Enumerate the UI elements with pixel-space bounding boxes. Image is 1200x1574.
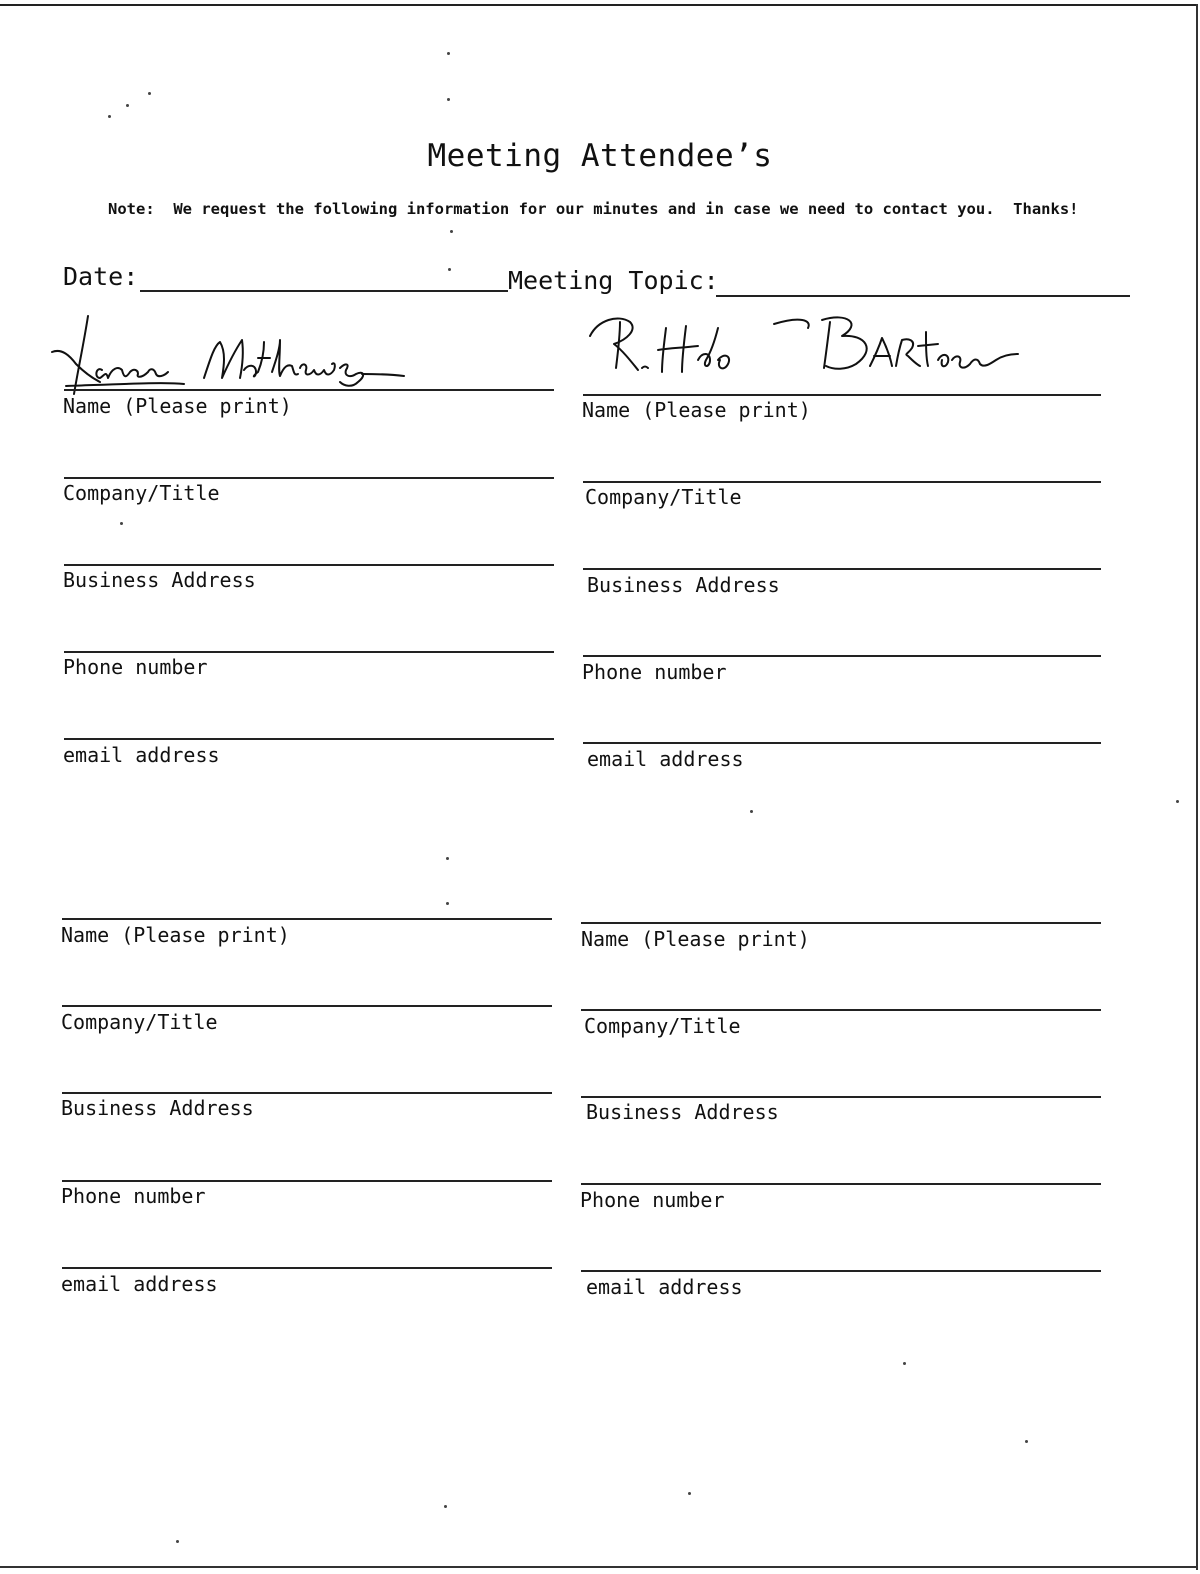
scan-edge-top — [0, 4, 1196, 6]
company-field-4[interactable] — [581, 1009, 1101, 1011]
scan-speck — [903, 1362, 906, 1365]
name-label-4: Name (Please print) — [581, 927, 810, 951]
company-label-2: Company/Title — [585, 485, 742, 509]
address-label-2: Business Address — [587, 573, 780, 597]
phone-field-1[interactable] — [64, 651, 554, 653]
company-field-1[interactable] — [64, 477, 554, 479]
name-label-2: Name (Please print) — [582, 398, 811, 422]
email-field-4[interactable] — [581, 1270, 1101, 1272]
company-field-3[interactable] — [62, 1005, 552, 1007]
scan-speck — [750, 810, 753, 813]
address-label-3: Business Address — [61, 1096, 254, 1120]
email-label-1: email address — [63, 743, 220, 767]
address-field-1[interactable] — [64, 564, 554, 566]
date-field[interactable] — [140, 290, 508, 292]
email-label-3: email address — [61, 1272, 218, 1296]
phone-label-4: Phone number — [580, 1188, 725, 1212]
page-title: Meeting Attendee’s — [427, 138, 773, 174]
address-field-3[interactable] — [62, 1092, 552, 1094]
phone-label-1: Phone number — [63, 655, 208, 679]
scan-speck — [450, 230, 453, 233]
scan-speck — [446, 857, 449, 860]
email-label-2: email address — [587, 747, 744, 771]
address-field-2[interactable] — [583, 568, 1101, 570]
company-label-1: Company/Title — [63, 481, 220, 505]
scan-speck — [148, 92, 151, 95]
attendee-2-signature — [586, 306, 1026, 400]
name-field-1[interactable] — [64, 389, 554, 391]
meeting-topic-label: Meeting Topic: — [508, 266, 719, 295]
name-field-2[interactable] — [583, 394, 1101, 396]
scan-speck — [446, 902, 449, 905]
scan-speck — [447, 98, 450, 101]
phone-label-3: Phone number — [61, 1184, 206, 1208]
company-label-4: Company/Title — [584, 1014, 741, 1038]
email-label-4: email address — [586, 1275, 743, 1299]
name-label-1: Name (Please print) — [63, 394, 292, 418]
address-label-1: Business Address — [63, 568, 256, 592]
name-field-3[interactable] — [62, 918, 552, 920]
phone-field-4[interactable] — [581, 1183, 1101, 1185]
company-field-2[interactable] — [583, 481, 1101, 483]
company-label-3: Company/Title — [61, 1010, 218, 1034]
scan-speck — [1176, 800, 1179, 803]
phone-field-2[interactable] — [583, 655, 1101, 657]
scan-speck — [126, 104, 129, 107]
email-field-1[interactable] — [64, 738, 554, 740]
scan-edge-right — [1196, 4, 1198, 1570]
attendee-1-signature — [44, 312, 424, 406]
scan-speck — [176, 1540, 179, 1543]
phone-field-3[interactable] — [62, 1180, 552, 1182]
name-field-4[interactable] — [581, 922, 1101, 924]
scan-speck — [120, 522, 123, 525]
meeting-topic-field[interactable] — [716, 295, 1130, 297]
date-label: Date: — [63, 262, 139, 291]
scan-speck — [688, 1492, 691, 1495]
scan-speck — [1025, 1440, 1028, 1443]
form-note: Note: We request the following information for our minutes and in case we need to contact you. Thanks! — [108, 200, 1079, 218]
scan-edge-bottom — [0, 1566, 1196, 1568]
scan-speck — [447, 52, 450, 55]
scan-speck — [108, 115, 111, 118]
scan-speck — [444, 1505, 447, 1508]
email-field-2[interactable] — [583, 742, 1101, 744]
email-field-3[interactable] — [62, 1267, 552, 1269]
scan-speck — [448, 268, 451, 271]
name-label-3: Name (Please print) — [61, 923, 290, 947]
phone-label-2: Phone number — [582, 660, 727, 684]
address-label-4: Business Address — [586, 1100, 779, 1124]
address-field-4[interactable] — [581, 1096, 1101, 1098]
